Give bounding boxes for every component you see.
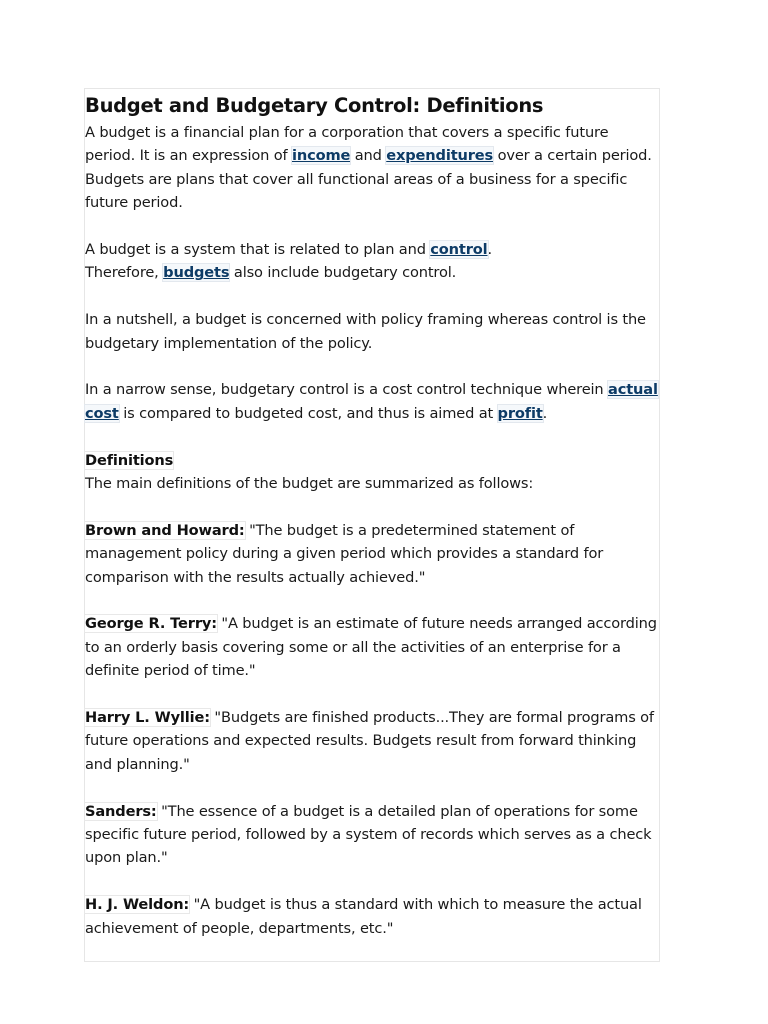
paragraph-budget-definition: A budget is a financial plan for a corporation that covers a specific future period. It is an expression of income and expenditures over a certain period. Budgets are plans that cover all functional areas of a business for a specific future period. [85,124,652,212]
definition-text: "The budget is a predetermined statement of management policy during a given period which provides a standard for comparison with the results actually achieved." [85,521,604,586]
article-content [85,91,661,940]
definition-author: Brown and Howard: [85,521,245,539]
definition-item [85,519,661,589]
link-control[interactable]: control [430,241,488,259]
definition-author: Harry L. Wyllie: [85,709,210,727]
paragraph-budget-system: A budget is a system that is related to plan and control. Therefore, budgets also include budgetary control. [85,241,493,282]
definition-text: "Budgets are finished products...They are formal programs of future operations and expected results. Budgets result from forward thinking and planning." [85,709,654,773]
definition-item [85,893,661,940]
paragraph-nutshell: In a nutshell, a budget is concerned with policy framing whereas control is the budgetary implementation of the policy. [85,311,646,352]
definition-text: "A budget is an estimate of future needs arranged according to an orderly basis covering some or all the activities of an enterprise for a definite period of time." [85,615,657,680]
definitions-heading: Definitions [85,451,174,469]
definition-author: George R. Terry: [85,615,217,633]
definition-item [85,706,661,776]
definition-text: "The essence of a budget is a detailed plan of operations for some specific future period, followed by a system of records which serves as a check upon plan." [85,802,652,867]
definition-author: H. J. Weldon: [85,896,190,914]
link-budgets[interactable]: budgets [163,264,230,282]
article-title: Budget and Budgetary Control: Definitions [85,94,544,117]
definition-item [85,612,661,682]
definition-text: "A budget is thus a standard with which to measure the actual achievement of people, departments, etc." [85,896,642,937]
definition-item [85,800,661,870]
link-profit[interactable]: profit [497,404,543,422]
definitions-intro: The main definitions of the budget are summarized as follows: [85,475,534,493]
link-expenditures[interactable]: expenditures [386,147,494,165]
link-income[interactable]: income [291,147,351,165]
paragraph-narrow-sense: In a narrow sense, budgetary control is a cost control technique wherein actual cost is compared to budgeted cost, and thus is aimed at profit. [85,381,658,422]
definition-author: Sanders: [85,802,157,820]
link-actual-cost[interactable]: actual cost [85,381,658,422]
